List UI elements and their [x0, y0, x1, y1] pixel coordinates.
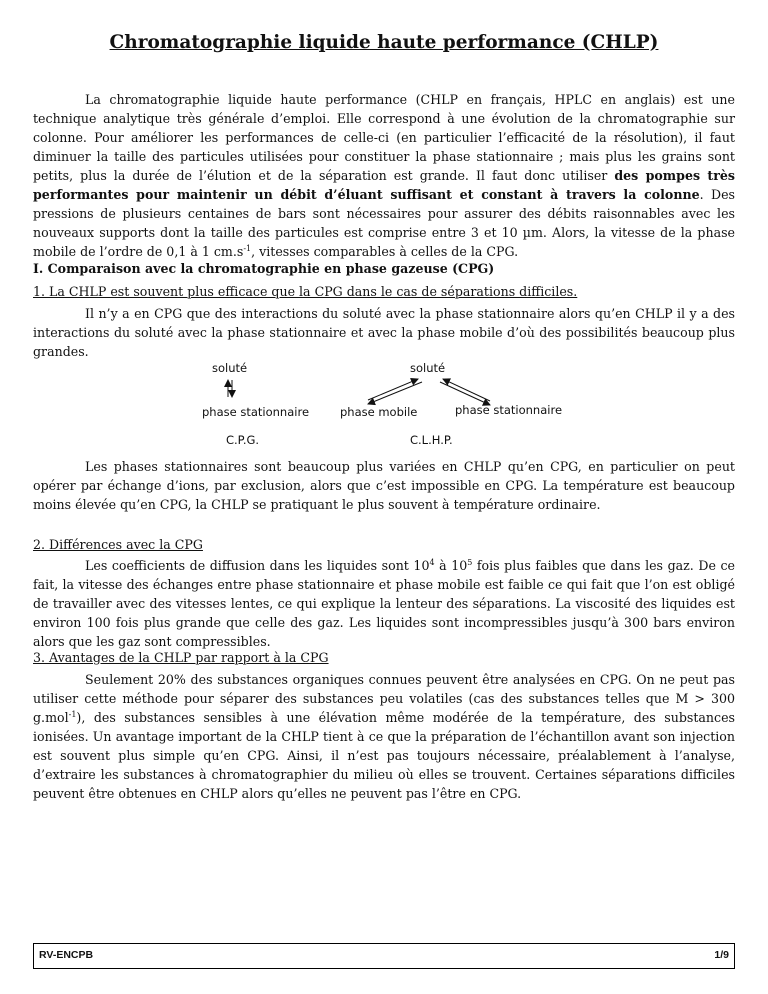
clhp-arrow-from-mobile	[368, 379, 418, 400]
clhp-stationary-label: phase stationnaire	[455, 403, 563, 417]
page-number: 1/9	[714, 949, 729, 961]
clhp-arrow-from-stationary	[443, 379, 490, 401]
intro-text-3: , vitesses comparables à celles de la CPG.	[251, 244, 519, 259]
sub3-text-2: ), des substances sensibles à une élévation même modérée de la température, des substances ionisées. Un avantage important de la CHLP tient à ce que la préparation de l’échantillon avant son injection est souvent plus simple qu’en CPG. Ainsi, il n’est pas toujours nécessaire, préalablement à l’analyse, d’extraire les substances à chromatographier du milieu où elles se trouvent. Certaines séparations difficiles peuvent être obtenues en CHLP alors qu’elles ne peuvent pas l’être en CPG.	[33, 710, 735, 801]
intro-paragraph	[33, 90, 735, 261]
subsection-2-paragraph	[33, 556, 735, 651]
intro-superscript: -1	[243, 243, 252, 253]
page-footer	[33, 943, 735, 969]
sub2-text-2: à 10	[434, 558, 468, 573]
subsection-3-heading: 3. Avantages de la CHLP par rapport à la CPG	[33, 650, 329, 665]
sub2-superscript-2: 5	[467, 557, 473, 567]
clhp-caption: C.L.H.P.	[410, 433, 453, 447]
clhp-arrow-to-stationary	[440, 382, 490, 405]
sub2-text-3: fois plus faibles que dans les gaz. De ce fait, la vitesse des échanges entre phase stationnaire et phase mobile est faible ce qui fait que l’on est obligé de travailler avec des vitesses lentes, ce qui explique la lenteur des séparations. La viscosité des liquides est environ 100 fois plus grande que celle des gaz. Les liquides sont incompressibles jusqu’à 300 bars environ alors que les gaz sont compressibles.	[33, 558, 735, 649]
sub3-superscript: -1	[68, 709, 77, 719]
subsection-1-heading: 1. La CHLP est souvent plus efficace que la CPG dans le cas de séparations difficiles.	[33, 284, 578, 299]
page-title: Chromatographie liquide haute performance (CHLP)	[109, 32, 659, 53]
cpg-caption: C.P.G.	[226, 433, 260, 447]
intro-text-2: . Des pressions de plusieurs centaines de bars sont nécessaires pour assurer des débits raisonnables avec les nouveaux supports dont la taille des particules est comprise entre 3 et 10 µm. Alors, la vitesse de la phase mobile de l’ordre de 0,1 à 1 cm.s	[33, 187, 735, 259]
section-1-heading: I. Comparaison avec la chromatographie en phase gazeuse (CPG)	[33, 261, 495, 276]
sub2-superscript-1: 4	[429, 557, 435, 567]
footer-author: RV-ENCPB	[39, 949, 94, 961]
sub3-text-1: Seulement 20% des substances organiques connues peuvent être analysées en CPG. On ne peut pas utiliser cette méthode pour séparer des substances peu volatiles (cas des substances telles que M > 300 g.mol	[33, 672, 735, 725]
cpg-solute-label: soluté	[212, 361, 248, 375]
clhp-arrow-to-mobile	[368, 382, 422, 404]
intro-text-1: La chromatographie liquide haute performance (CHLP en français, HPLC en anglais) est une technique analytique très générale d’emploi. Elle correspond à une évolution de la chromatographie sur colonne. Pour améliorer les performances de celle-ci (en particulier l’efficacité de la résolution), il faut diminuer la taille des particules utilisées pour constituer la phase stationnaire ; mais plus les grains sont petits, plus la durée de l’élution et de la séparation est grande. Il faut donc utiliser	[33, 92, 735, 183]
cpg-stationary-label: phase stationnaire	[202, 405, 310, 419]
interaction-diagram	[190, 360, 590, 452]
clhp-solute-label: soluté	[410, 361, 446, 375]
clhp-mobile-label: phase mobile	[340, 405, 418, 419]
subsection-3-paragraph	[33, 670, 735, 803]
subsection-1-paragraph: Il n’y a en CPG que des interactions du soluté avec la phase stationnaire alors qu’en CHLP il y a des interactions du soluté avec la phase stationnaire et avec la phase mobile d’où des possibilités beaucoup plus grandes.	[33, 306, 735, 359]
subsection-2-heading: 2. Différences avec la CPG	[33, 537, 203, 552]
phases-paragraph: Les phases stationnaires sont beaucoup plus variées en CHLP qu’en CPG, en particulier on peut opérer par échange d’ions, par exclusion, alors que c’est impossible en CPG. La température est beaucoup moins élevée qu’en CPG, la CHLP se pratiquant le plus souvent à température ordinaire.	[33, 459, 735, 512]
sub2-text-1: Les coefficients de diffusion dans les liquides sont 10	[85, 558, 430, 573]
intro-bold-text: des pompes très performantes pour maintenir un débit d’éluant suffisant et constant à travers la colonne	[33, 168, 735, 202]
